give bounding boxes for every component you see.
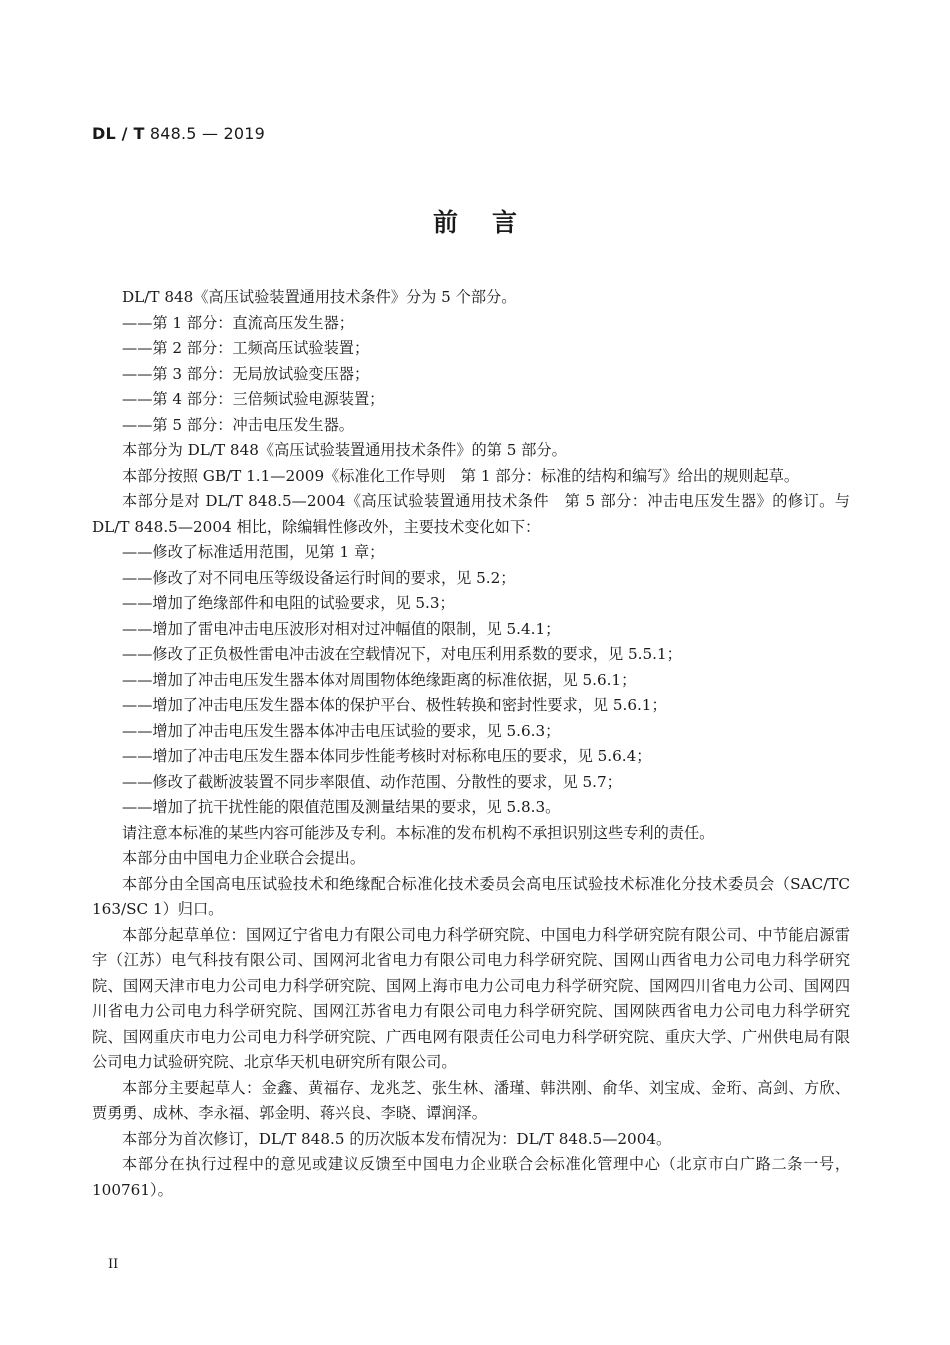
proposed-by-paragraph: 本部分由中国电力企业联合会提出。 bbox=[122, 849, 365, 867]
part-item: ——第 1 部分：直流高压发生器； bbox=[122, 313, 354, 332]
change-item: ——增加了冲击电压发生器本体对周围物体绝缘距离的标准依据，见 5.6.1； bbox=[122, 670, 637, 689]
drafting-units-paragraph: 本部分起草单位：国网辽宁省电力有限公司电力科学研究院、中国电力科学研究院有限公司、中节能启源雷宇（江苏）电气科技有限公司、国网河北省电力有限公司电力科学研究院、国网山西省电力公司电力科学研究院、国网天津市电力公司电力科学研究院、国网上海市电力公司电力科学研究院、国网四川省电力公司、国网四川省电力公司电力科学研究院、国网江苏省电力有限公司电力科学研究院、国网陕西省电力公司电力科学研究院、国网重庆市电力公司电力科学研究院、广西电网有限责任公司电力科学研究院、重庆大学、广州供电局有限公司电力试验研究院、北京华天机电研究所有限公司。 bbox=[92, 925, 850, 1071]
change-item: ——增加了冲击电压发生器本体同步性能考核时对标称电压的要求，见 5.6.4； bbox=[122, 747, 652, 765]
foreword-body bbox=[92, 285, 850, 1203]
feedback-paragraph: 本部分在执行过程中的意见或建议反馈至中国电力企业联合会标准化管理中心（北京市白广路二条一号，100761）。 bbox=[92, 1155, 850, 1199]
part-item: ——第 2 部分：工频高压试验装置； bbox=[122, 339, 370, 357]
page-number: II bbox=[108, 1257, 119, 1272]
part-item: ——第 5 部分：冲击电压发生器。 bbox=[122, 415, 354, 434]
intro-paragraph: DL/T 848《高压试验装置通用技术条件》分为 5 个部分。 bbox=[122, 288, 517, 306]
part-item: ——第 4 部分：三倍频试验电源装置； bbox=[122, 390, 385, 408]
doc-prefix: DL / T bbox=[92, 124, 145, 143]
change-item: ——增加了雷电冲击电压波形对相对过冲幅值的限制，见 5.4.1； bbox=[122, 619, 561, 638]
drafting-rule-paragraph: 本部分按照 GB/T 1.1—2009《标准化工作导则 第 1 部分：标准的结构和编写》给出的规则起草。 bbox=[122, 466, 800, 485]
change-item: ——增加了冲击电压发生器本体冲击电压试验的要求，见 5.6.3； bbox=[122, 721, 561, 740]
history-paragraph: 本部分为首次修订，DL/T 848.5 的历次版本发布情况为：DL/T 848.5—2004。 bbox=[122, 1129, 672, 1148]
change-item: ——修改了标准适用范围，见第 1 章； bbox=[122, 543, 385, 561]
managed-by-paragraph: 本部分由全国高电压试验技术和绝缘配合标准化技术委员会高电压试验技术标准化分技术委员会（SAC/TC 163/SC 1）归口。 bbox=[92, 874, 850, 918]
doc-number: 848.5 — 2019 bbox=[149, 124, 265, 143]
change-item: ——修改了对不同电压等级设备运行时间的要求，见 5.2； bbox=[122, 568, 516, 587]
change-item: ——修改了正负极性雷电冲击波在空载情况下，对电压利用系数的要求，见 5.5.1； bbox=[122, 645, 682, 663]
drafters-paragraph: 本部分主要起草人：金鑫、黄福存、龙兆芝、张生林、潘瑾、韩洪刚、俞华、刘宝成、金珩、高剑、方欣、贾勇勇、成林、李永福、郭金明、蒋兴良、李晓、谭润泽。 bbox=[92, 1078, 850, 1122]
change-item: ——增加了冲击电压发生器本体的保护平台、极性转换和密封性要求，见 5.6.1； bbox=[122, 696, 667, 714]
document-code-header bbox=[92, 124, 265, 143]
page-title: 前言 bbox=[432, 208, 551, 237]
change-item: ——增加了抗干扰性能的限值范围及测量结果的要求，见 5.8.3。 bbox=[122, 798, 561, 816]
change-item: ——修改了截断波装置不同步率限值、动作范围、分散性的要求，见 5.7； bbox=[122, 772, 622, 791]
revision-paragraph: 本部分是对 DL/T 848.5—2004《高压试验装置通用技术条件 第 5 部分：冲击电压发生器》的修订。与 DL/T 848.5—2004 相比，除编辑性修改外，主要技术变化如下： bbox=[92, 492, 850, 536]
patent-paragraph: 请注意本标准的某些内容可能涉及专利。本标准的发布机构不承担识别这些专利的责任。 bbox=[122, 823, 715, 842]
change-item: ——增加了绝缘部件和电阻的试验要求，见 5.3； bbox=[122, 594, 455, 612]
part-item: ——第 3 部分：无局放试验变压器； bbox=[122, 364, 370, 383]
this-part-paragraph: 本部分为 DL/T 848《高压试验装置通用技术条件》的第 5 部分。 bbox=[122, 441, 567, 459]
